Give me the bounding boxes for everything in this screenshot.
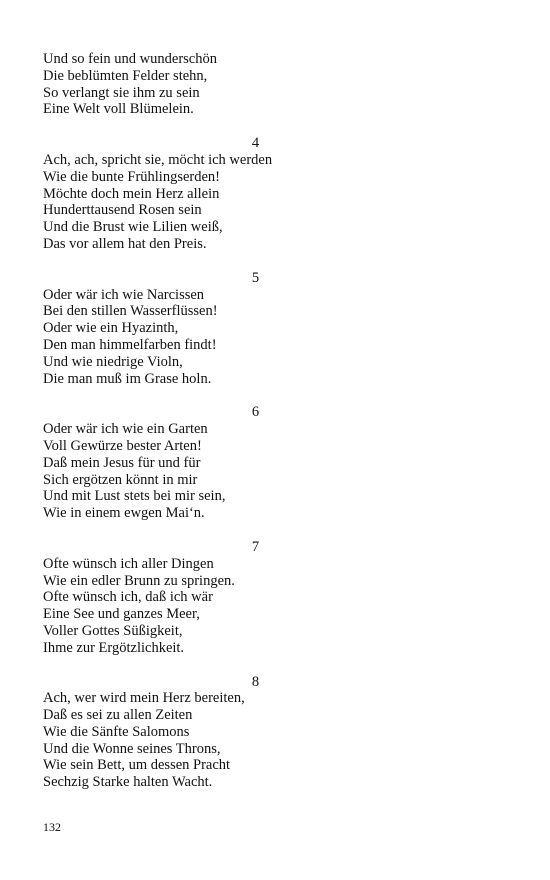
stanza-number: 6 xyxy=(251,404,260,421)
verse-line: Und wie niedrige Violn, xyxy=(43,353,183,370)
stanza-7 xyxy=(43,539,513,657)
verse-line: Den man himmelfarben findt! xyxy=(43,336,217,353)
page-number: 132 xyxy=(43,820,61,834)
verse-line: Voll Gewürze bester Arten! xyxy=(43,437,202,454)
verse-line: Wie in einem ewgen Mai‘n. xyxy=(43,505,205,522)
verse-line: Ach, wer wird mein Herz bereiten, xyxy=(43,690,245,707)
stanza-8 xyxy=(43,674,513,792)
verse-line: Wie die bunte Frühlingserden! xyxy=(43,168,220,185)
verse-line: Daß es sei zu allen Zeiten xyxy=(43,707,193,724)
verse-line: Die beblümten Felder stehn, xyxy=(43,67,208,84)
verse-line: Und die Brust wie Lilien weiß, xyxy=(43,219,223,236)
stanza-6 xyxy=(43,404,513,522)
stanza-number: 8 xyxy=(251,673,260,690)
verse-line: Daß mein Jesus für und für xyxy=(43,454,201,471)
verse-line: Oder wär ich wie ein Garten xyxy=(43,421,208,438)
poem-page xyxy=(43,51,513,791)
verse-line: Sechzig Starke halten Wacht. xyxy=(43,774,213,791)
verse-line: Voller Gottes Süßigkeit, xyxy=(43,622,183,639)
verse-line: Ofte wünsch ich, daß ich wär xyxy=(43,589,213,606)
verse-line: Wie sein Bett, um dessen Pracht xyxy=(43,757,231,774)
stanza-5 xyxy=(43,270,513,388)
verse-line: So verlangt sie ihm zu sein xyxy=(43,84,200,101)
verse-line: Die man muß im Grase holn. xyxy=(43,370,212,387)
verse-line: Bei den stillen Wasserflüssen! xyxy=(43,303,218,320)
verse-line: Eine See und ganzes Meer, xyxy=(43,606,200,623)
verse-line: Und mit Lust stets bei mir sein, xyxy=(43,488,226,505)
verse-line: Oder wär ich wie Narcissen xyxy=(43,286,205,303)
verse-line: Möchte doch mein Herz allein xyxy=(43,185,220,202)
verse-line: Wie ein edler Brunn zu springen. xyxy=(43,572,235,589)
stanza-continued xyxy=(43,51,513,118)
verse-line: Und so fein und wunderschön xyxy=(43,51,217,67)
verse-line: Und die Wonne seines Throns, xyxy=(43,740,221,757)
verse-line: Sich ergötzen könnt in mir xyxy=(43,471,198,488)
stanza-number: 4 xyxy=(251,135,260,152)
verse-line: Hunderttausend Rosen sein xyxy=(43,202,202,219)
stanza-number: 5 xyxy=(251,269,260,286)
verse-line: Ihme zur Ergötzlichkeit. xyxy=(43,639,185,656)
verse-line: Wie die Sänfte Salomons xyxy=(43,723,190,740)
stanza-number: 7 xyxy=(251,538,260,555)
verse-line: Das vor allem hat den Preis. xyxy=(43,235,207,252)
verse-line: Ofte wünsch ich aller Dingen xyxy=(43,555,214,572)
verse-line: Ach, ach, spricht sie, möcht ich werden xyxy=(43,151,273,168)
verse-line: Oder wie ein Hyazinth, xyxy=(43,320,179,337)
stanza-4 xyxy=(43,135,513,253)
verse-line: Eine Welt voll Blümelein. xyxy=(43,101,194,118)
